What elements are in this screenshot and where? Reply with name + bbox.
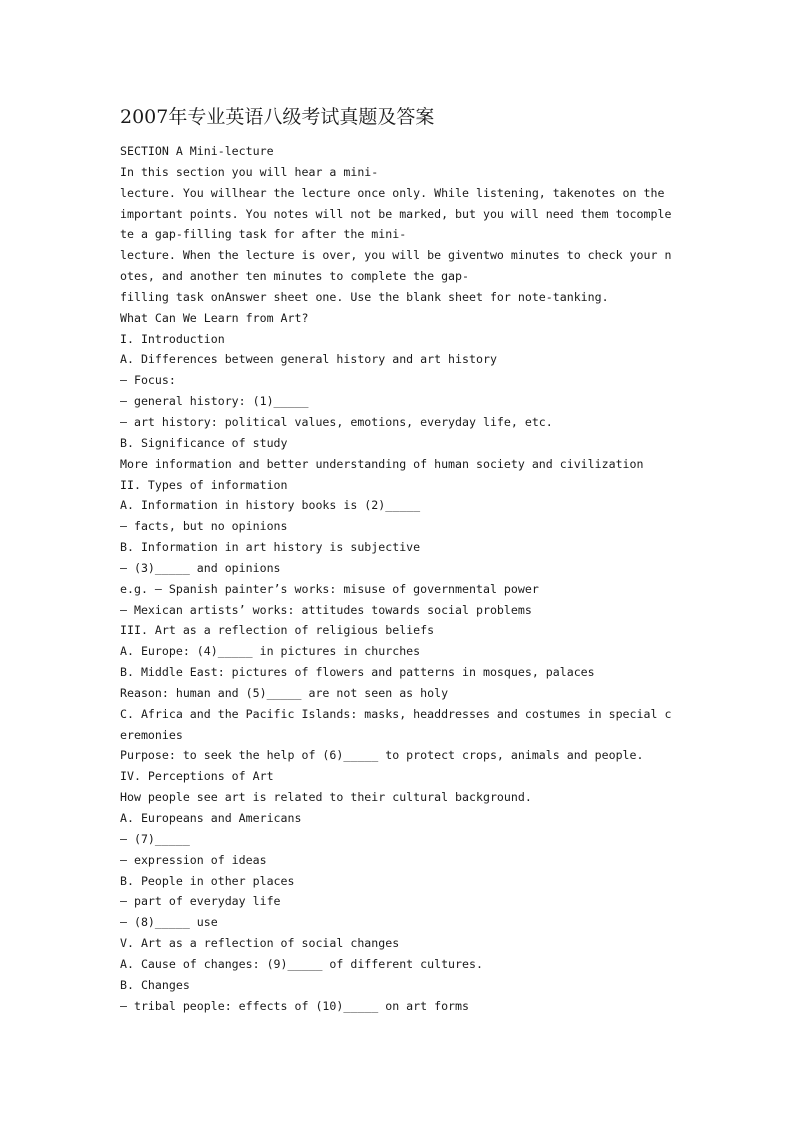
text-line: B. Changes (120, 977, 190, 992)
text-line: IV. Perceptions of Art (120, 769, 274, 784)
text-line: otes, and another ten minutes to complete the gap- (120, 269, 470, 284)
text-line: A. Differences between general history and art history (120, 352, 497, 367)
text-line: lecture. When the lecture is over, you will be giventwo minutes to check your n (120, 248, 672, 263)
text-line: A. Information in history books is (2)_____ (120, 498, 421, 513)
text-line: How people see art is related to their cultural background. (120, 790, 532, 805)
text-line: — Mexican artists’ works: attitudes towards social problems (120, 602, 532, 617)
text-line: V. Art as a reflection of social changes (120, 936, 400, 951)
text-line: Purpose: to seek the help of (6)_____ to protect crops, animals and people. (120, 748, 644, 763)
text-line: Reason: human and (5)_____ are not seen as holy (120, 685, 449, 700)
text-line: — art history: political values, emotions, everyday life, etc. (120, 414, 553, 429)
document-body (120, 141, 680, 1016)
text-line: — Focus: (120, 373, 176, 388)
text-line: B. Significance of study (120, 435, 288, 450)
text-line: B. People in other places (120, 873, 295, 888)
text-line: eremonies (120, 727, 183, 742)
text-line: II. Types of information (120, 477, 288, 492)
text-line: B. Middle East: pictures of flowers and patterns in mosques, palaces (120, 665, 595, 680)
text-line: III. Art as a reflection of religious beliefs (120, 623, 435, 638)
text-line: — (7)_____ (120, 831, 190, 846)
text-line: — general history: (1)_____ (120, 394, 309, 409)
text-line: A. Europe: (4)_____ in pictures in churches (120, 644, 421, 659)
document-title: 2007年专业英语八级考试真题及答案 (120, 106, 435, 128)
text-line: important points. You notes will not be marked, but you will need them tocomple (120, 206, 672, 221)
text-line: What Can We Learn from Art? (120, 310, 309, 325)
text-line: C. Africa and the Pacific Islands: masks, headdresses and costumes in special c (120, 706, 672, 721)
text-line: — part of everyday life (120, 894, 281, 909)
text-line: te a gap-filling task for after the mini- (120, 227, 407, 242)
text-line: — (8)_____ use (120, 915, 218, 930)
text-line: A. Europeans and Americans (120, 811, 302, 825)
text-line: More information and better understanding of human society and civilization (120, 456, 644, 471)
text-line: — (3)_____ and opinions (120, 560, 281, 575)
text-line: e.g. — Spanish painter’s works: misuse of governmental power (120, 581, 539, 596)
text-line: I. Introduction (120, 331, 225, 346)
text-line: A. Cause of changes: (9)_____ of different cultures. (120, 956, 483, 971)
text-line: — expression of ideas (120, 852, 267, 867)
text-line: In this section you will hear a mini- (120, 164, 379, 179)
text-line: — tribal people: effects of (10)_____ on art forms (120, 998, 470, 1013)
text-line: B. Information in art history is subjective (120, 540, 421, 555)
text-line: lecture. You willhear the lecture once only. While listening, takenotes on the (120, 185, 665, 200)
text-line: SECTION A Mini-lecture (120, 144, 274, 158)
text-line: — facts, but no opinions (120, 519, 288, 534)
text-line: filling task onAnswer sheet one. Use the blank sheet for note-tanking. (120, 289, 609, 304)
